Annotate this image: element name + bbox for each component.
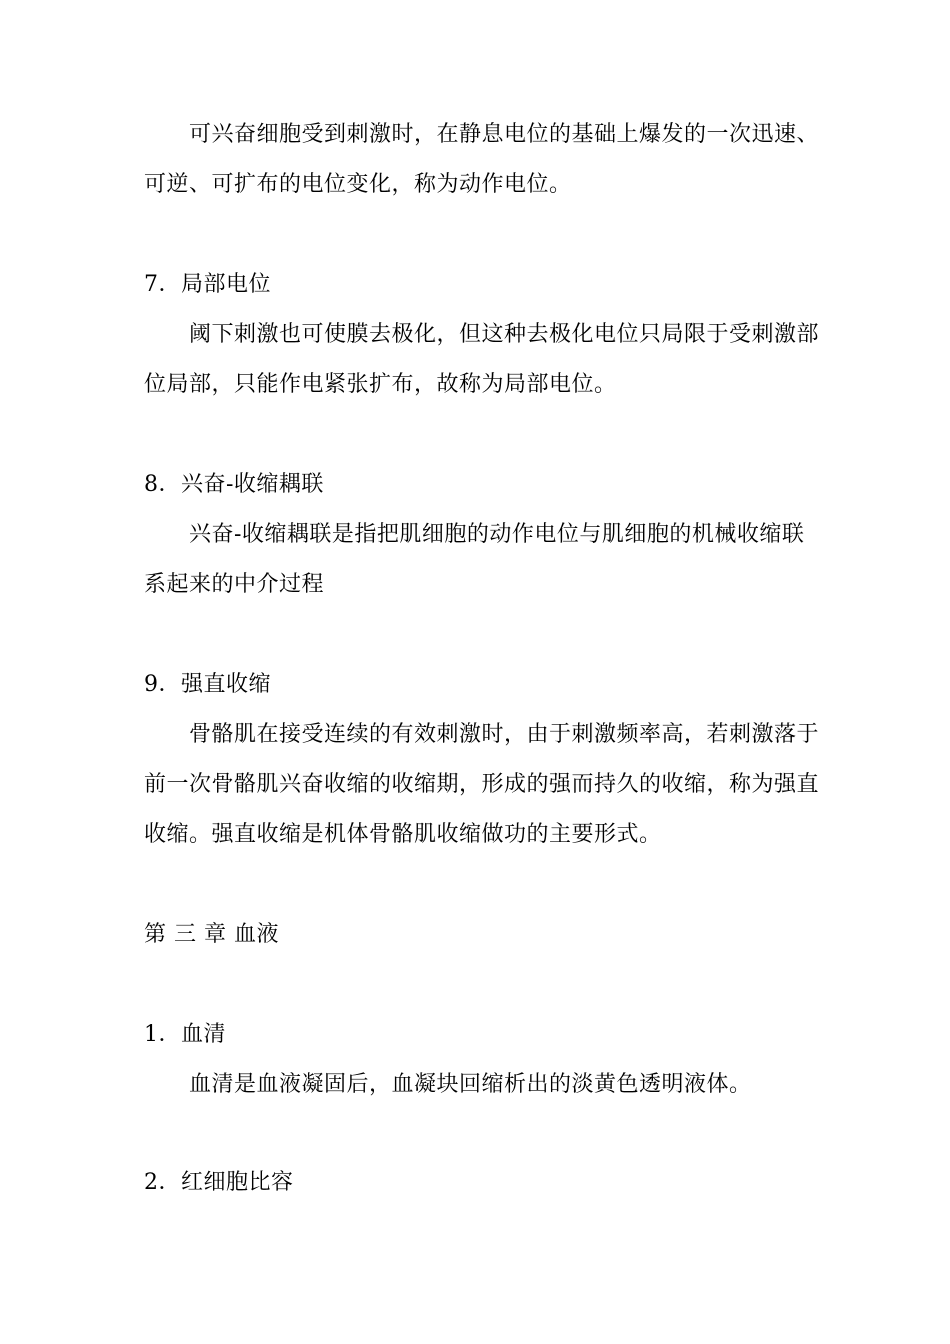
chapter-3-section-1-heading: 1．血清	[144, 1022, 226, 1047]
section-9-heading: 9．强直收缩	[144, 672, 271, 697]
section-7-heading: 7．局部电位	[144, 272, 271, 297]
chapter-3-section-1-body-line-1: 血清是血液凝固后，血凝块回缩析出的淡黄色透明液体。	[189, 1072, 752, 1097]
section-8-body-line-1: 兴奋-收缩耦联是指把肌细胞的动作电位与肌细胞的机械收缩联	[189, 522, 805, 547]
action-potential-definition-line-1: 可兴奋细胞受到刺激时，在静息电位的基础上爆发的一次迅速、	[189, 122, 820, 147]
section-8-heading: 8．兴奋-收缩耦联	[144, 472, 324, 497]
chapter-3-title: 第 三 章 血液	[144, 922, 279, 947]
section-9-body-line-1: 骨骼肌在接受连续的有效刺激时，由于刺激频率高，若刺激落于	[189, 722, 820, 747]
action-potential-definition-line-2: 可逆、可扩布的电位变化，称为动作电位。	[144, 172, 572, 197]
section-8-body-line-2: 系起来的中介过程	[144, 572, 325, 597]
section-7-body-line-2: 位局部，只能作电紧张扩布，故称为局部电位。	[144, 372, 617, 397]
chapter-3-section-2-heading: 2．红细胞比容	[144, 1170, 294, 1195]
section-7-body-line-1: 阈下刺激也可使膜去极化，但这种去极化电位只局限于受刺激部	[189, 322, 820, 347]
section-9-body-line-2: 前一次骨骼肌兴奋收缩的收缩期，形成的强而持久的收缩，称为强直	[144, 772, 820, 797]
section-9-body-line-3: 收缩。强直收缩是机体骨骼肌收缩做功的主要形式。	[144, 822, 662, 847]
